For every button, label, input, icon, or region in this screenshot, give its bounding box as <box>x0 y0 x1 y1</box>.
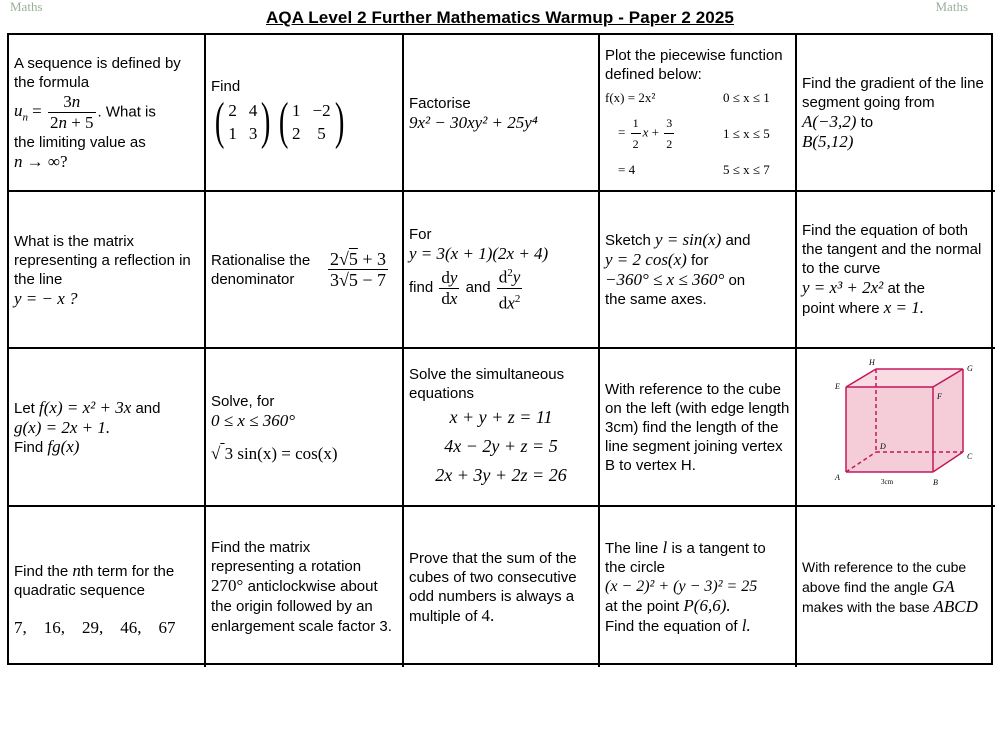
q10-text: Find the equation of both the tangent and the normal to the curve <box>802 222 982 277</box>
q5-text: Find the gradient of the line segment going from A(−3,2) to <box>802 75 984 131</box>
label-h: H <box>869 358 875 367</box>
question-piecewise <box>600 35 797 192</box>
q17-angle: 270° anticlockwise about the origin followed by an enlargement scale factor 3. <box>211 576 392 635</box>
q14-text: With reference to the cube on the left (with edge length 3cm) find the length of the line segment joining vertex B to vertex H. <box>605 380 790 474</box>
q1-arrow: → ∞? <box>26 151 68 171</box>
question-sequence-limit: A sequence is defined by the formula $u_n$ = $\frac{3n}{2n + 5}$ . What is the limiting value as n → ∞? <box>9 35 206 192</box>
question-rotation-matrix <box>206 507 404 667</box>
q12-text: Solve, for <box>211 392 275 410</box>
pw-row1-cond: 0 ≤ x ≤ 1 <box>723 90 770 105</box>
q1-formula: $u_n$ = $\frac{3n}{2n + 5}$ . What is <box>14 91 156 132</box>
question-solve-trig <box>206 349 404 507</box>
question-derivatives <box>404 192 600 349</box>
question-angle-ga: With reference to the cube above find the angle GA makes with the base ABCD <box>802 558 978 616</box>
q11-fg: fg(x) <box>47 436 80 456</box>
piecewise-function <box>605 88 790 179</box>
q3-expression: 9x² − 30xy² + 25y⁴ <box>409 112 538 132</box>
q2-text: Find <box>211 78 241 95</box>
label-edge: 3cm <box>881 478 894 486</box>
q13-equations: x + y + z = 11 4x − 2y + z = 5 2x + 3y + 2z = 26 <box>435 406 567 485</box>
q4-text: Plot the piecewise function defined below: <box>605 47 783 83</box>
q12-range: 0 ≤ x ≤ 360° <box>211 410 296 430</box>
pw-row3-func: = 4 <box>618 162 636 177</box>
question-grid <box>7 33 993 665</box>
question-proof: Prove that the sum of the cubes of two consecutive odd numbers is always a multiple of 4. <box>404 507 600 667</box>
pw-row2-cond: 1 ≤ x ≤ 5 <box>723 126 770 141</box>
logo-right: Maths <box>935 0 968 14</box>
q6-text: What is the matrix representing a reflection in the line <box>14 232 191 288</box>
q7-body <box>211 249 397 290</box>
q19-circle: (x − 2)² + (y − 3)² = 25 <box>605 578 758 595</box>
q10-eq: y = x³ + 2x² <box>802 278 884 297</box>
q11-f: f(x) = x² + 3x <box>39 397 132 417</box>
label-e: E <box>835 382 840 391</box>
question-gradient <box>797 35 995 192</box>
q8-equation: y = 3(x + 1)(2x + 4) <box>409 244 549 264</box>
cube-diagram <box>797 349 995 507</box>
q12-equation: √ 3 sin(x) = cos(x) <box>211 443 338 463</box>
question-tangent-normal: Find the equation of both the tangent and the normal to the curve y = x³ + 2x² at the point where x = 1. <box>797 192 995 349</box>
q13-text: Solve the simultaneous equations <box>409 365 565 402</box>
q8-find: find $\frac{dy}{dx}$ and $\frac{d^2y}{dx^2}$ <box>409 263 593 313</box>
question-composite-function: Let f(x) = x² + 3x and g(x) = 2x + 1. Find fg(x) <box>9 349 206 507</box>
label-f: F <box>937 392 942 401</box>
q6-line: y = − x ? <box>14 288 78 308</box>
q1-what: . What is <box>97 102 156 120</box>
q7-fraction: $\frac{2√5 + 3}{3√5 - 7}$ <box>330 249 387 290</box>
question-cube-length <box>600 349 797 507</box>
q1-fraction: $\frac{3n}{2n + 5}$ <box>49 91 94 132</box>
label-d: D <box>880 442 886 451</box>
q9-text2: the same axes. <box>605 291 707 308</box>
label-b: B <box>933 478 938 487</box>
label-a: A <box>835 473 840 482</box>
q9-range: −360° ≤ x ≤ 360° <box>605 270 725 289</box>
q5-point-b: B(5,12) <box>802 132 854 151</box>
pw-row1-func: f(x) = 2x² <box>605 90 656 105</box>
q9-eq2: y = 2 cos(x) <box>605 250 687 269</box>
q11-g: g(x) = 2x + 1. <box>14 417 111 437</box>
logo-left: Maths <box>10 0 43 14</box>
question-simultaneous <box>404 349 600 507</box>
q7-text: Rationalise the denominator <box>211 251 311 288</box>
question-factorise <box>404 35 600 192</box>
q3-text: Factorise <box>409 94 471 112</box>
q9-eq1: y = sin(x) <box>655 230 722 249</box>
q1-text: A sequence is defined by the formula <box>14 54 181 91</box>
question-nth-term: Find the nth term for the quadratic sequence 7, 16, 29, 46, 67 <box>9 507 206 667</box>
pw-row3-cond: 5 ≤ x ≤ 7 <box>723 162 770 177</box>
label-c: C <box>967 452 973 461</box>
q16-sequence: 7, 16, 29, 46, 67 <box>14 618 176 637</box>
pw-row2-func: = $\frac{1}{2}$ x + $\frac{3}{2}$ <box>605 113 723 154</box>
q1-text2: the limiting value as <box>14 133 146 151</box>
q17-text1: Find the matrix representing a rotation <box>211 539 362 575</box>
question-rationalise <box>206 192 404 349</box>
label-g: G <box>967 364 973 373</box>
cube-figure <box>811 357 981 497</box>
page-title: AQA Level 2 Further Mathematics Warmup - Paper 2 2025 <box>266 8 734 27</box>
question-circle-tangent: The line l is a tangent to the circle (x − 2)² + (y − 3)² = 25 at the point P(6,6). Find the equation of l. <box>600 507 797 667</box>
matrix-product: ( 2 4 1 3 ) ( 1 −2 2 5 ) <box>214 93 345 150</box>
question-matrix-product <box>206 35 404 192</box>
question-sketch-trig: Sketch y = sin(x) and y = 2 cos(x) for −360° ≤ x ≤ 360° on the same axes. <box>600 192 797 349</box>
q8-for: For <box>409 226 432 244</box>
question-reflection-matrix <box>9 192 206 349</box>
